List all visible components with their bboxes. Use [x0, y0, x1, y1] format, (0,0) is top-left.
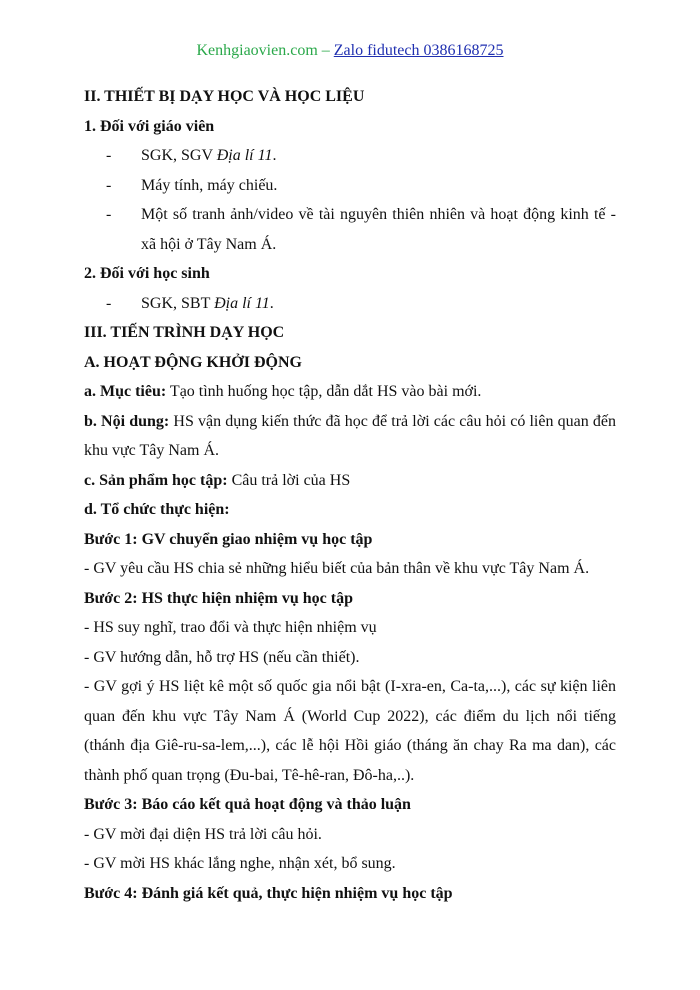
section-heading: III. TIẾN TRÌNH DẠY HỌC [84, 324, 285, 341]
header-separator: – [317, 42, 334, 59]
step-line: - HS suy nghĩ, trao đổi và thực hiện nhiệm vụ [84, 619, 377, 636]
product-paragraph: c. Sản phẩm học tập: Câu trả lời của HS [84, 471, 351, 489]
organization-heading: d. Tổ chức thực hiện: [84, 501, 230, 518]
list-item: - Máy tính, máy chiếu. [84, 171, 616, 201]
subsection-heading: 1. Đối với giáo viên [84, 117, 215, 135]
content-paragraph: b. Nội dung: HS vận dụng kiến thức đã học để trả lời các câu hỏi có liên quan đến khu vực Tây Nam Á. [84, 412, 616, 459]
step-line: - GV mời đại diện HS trả lời câu hỏi. [84, 825, 322, 843]
step-title: Bước 1: GV chuyển giao nhiệm vụ học tập [84, 530, 373, 548]
document-body [84, 82, 616, 908]
site-name[interactable]: Kenhgiaovien.com [196, 42, 318, 59]
page-header [0, 42, 700, 60]
step-line: - GV hướng dẫn, hỗ trợ HS (nếu cần thiết). [84, 648, 360, 666]
step-title: Bước 4: Đánh giá kết quả, thực hiện nhiệm vụ học tập [84, 884, 453, 902]
list-item: - SGK, SGV Địa lí 11. [84, 141, 616, 171]
list-item: - Một số tranh ảnh/video về tài nguyên thiên nhiên và hoạt động kinh tế - xã hội ở Tây Nam Á. [84, 200, 616, 259]
step-line: - GV gợi ý HS liệt kê một số quốc gia nổi bật (I-xra-en, Ca-ta,...), các sự kiện liên quan đến khu vực Tây Nam Á (World Cup 2022), các điểm du lịch nổi tiếng (thánh địa Giê-ru-sa-lem,...), các lễ hội Hồi giáo (tháng ăn chay Ra ma dan), các thành phố quan trọng (Đu-bai, Tê-hê-ran, Đô-ha,..). [84, 678, 616, 784]
contact-link[interactable]: Zalo fidutech 0386168725 [333, 42, 504, 59]
bullet-marker: - [106, 294, 112, 312]
step-line: - GV mời HS khác lắng nghe, nhận xét, bổ sung. [84, 855, 396, 872]
goal-paragraph: a. Mục tiêu: Tạo tình huống học tập, dẫn dắt HS vào bài mới. [84, 383, 482, 400]
bullet-marker: - [106, 147, 112, 164]
step-title: Bước 2: HS thực hiện nhiệm vụ học tập [84, 589, 353, 607]
section-heading: II. THIẾT BỊ DẠY HỌC VÀ HỌC LIỆU [84, 88, 365, 105]
subsection-heading: A. HOẠT ĐỘNG KHỞI ĐỘNG [84, 353, 302, 371]
list-item: - SGK, SBT Địa lí 11. [84, 289, 616, 319]
subsection-heading: 2. Đối với học sinh [84, 265, 210, 282]
step-line: - GV yêu cầu HS chia sẻ những hiểu biết của bản thân về khu vực Tây Nam Á. [84, 560, 590, 577]
bullet-marker: - [106, 176, 112, 194]
step-title: Bước 3: Báo cáo kết quả hoạt động và thảo luận [84, 796, 411, 813]
bullet-marker: - [106, 206, 112, 223]
